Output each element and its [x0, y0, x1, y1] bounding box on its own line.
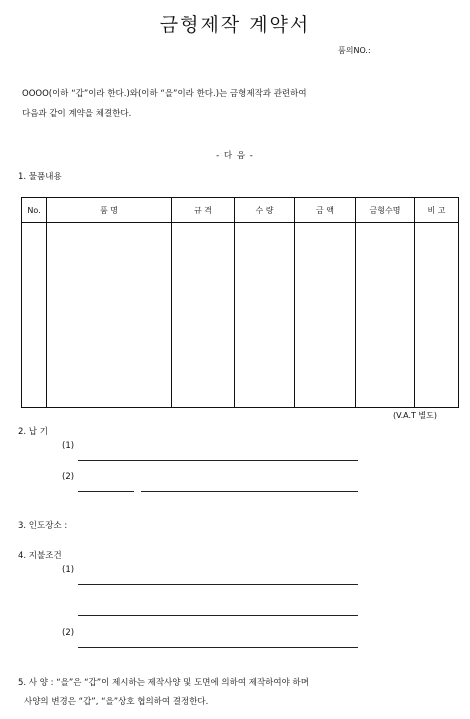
table-header-row: [22, 198, 459, 223]
vat-note: (V.A.T 별도): [393, 411, 437, 420]
delivery-line-2b[interactable]: [141, 491, 358, 492]
payment-line-1b[interactable]: [78, 615, 358, 616]
table-cell[interactable]: [415, 223, 459, 408]
section-1-label: 1. 물품내용: [18, 172, 62, 182]
intro-line-1: OOOO(이하 “갑”이라 한다.)와(이하 “을”이라 한다.)는 금형제작과 관련하여: [22, 89, 307, 99]
delivery-item-1-label: (1): [62, 441, 75, 451]
header-no: No.: [22, 198, 47, 223]
header-amount: 금 액: [295, 198, 356, 223]
items-table: [21, 197, 459, 408]
header-quantity: 수 량: [235, 198, 295, 223]
center-heading: - 다 음 -: [216, 151, 254, 161]
table-cell[interactable]: [172, 223, 235, 408]
section-3-label: 3. 인도장소 :: [18, 521, 68, 531]
delivery-line-2a[interactable]: [78, 491, 134, 492]
payment-line-2[interactable]: [78, 647, 358, 648]
table-cell[interactable]: [356, 223, 415, 408]
table-cell[interactable]: [235, 223, 295, 408]
table-cell[interactable]: [22, 223, 47, 408]
delivery-item-2-label: (2): [62, 472, 75, 482]
header-item-name: 품 명: [47, 198, 172, 223]
payment-line-1[interactable]: [78, 584, 358, 585]
section-5-line-2: 사양의 변경은 “갑”, “을”상호 협의하여 결정한다.: [24, 697, 209, 707]
intro-line-2: 다음과 같이 계약을 체결한다.: [22, 109, 132, 119]
table-row: [22, 223, 459, 408]
payment-item-2-label: (2): [62, 628, 75, 638]
header-mold-life: 금형수명: [356, 198, 415, 223]
table-cell[interactable]: [47, 223, 172, 408]
reference-number: 품의NO.:: [338, 46, 371, 55]
header-remarks: 비 고: [415, 198, 459, 223]
header-spec: 규 격: [172, 198, 235, 223]
section-4-label: 4. 지불조건: [18, 551, 62, 561]
delivery-line-1[interactable]: [78, 460, 358, 461]
section-2-label: 2. 납 기: [18, 427, 48, 437]
section-5-line-1: 5. 사 양 : “을”은 “갑”이 제시하는 제작사양 및 도면에 의하여 제작하여야 하며: [18, 678, 309, 688]
table-cell[interactable]: [295, 223, 356, 408]
document-title: 금형제작 계약서: [159, 14, 311, 36]
payment-item-1-label: (1): [62, 565, 75, 575]
